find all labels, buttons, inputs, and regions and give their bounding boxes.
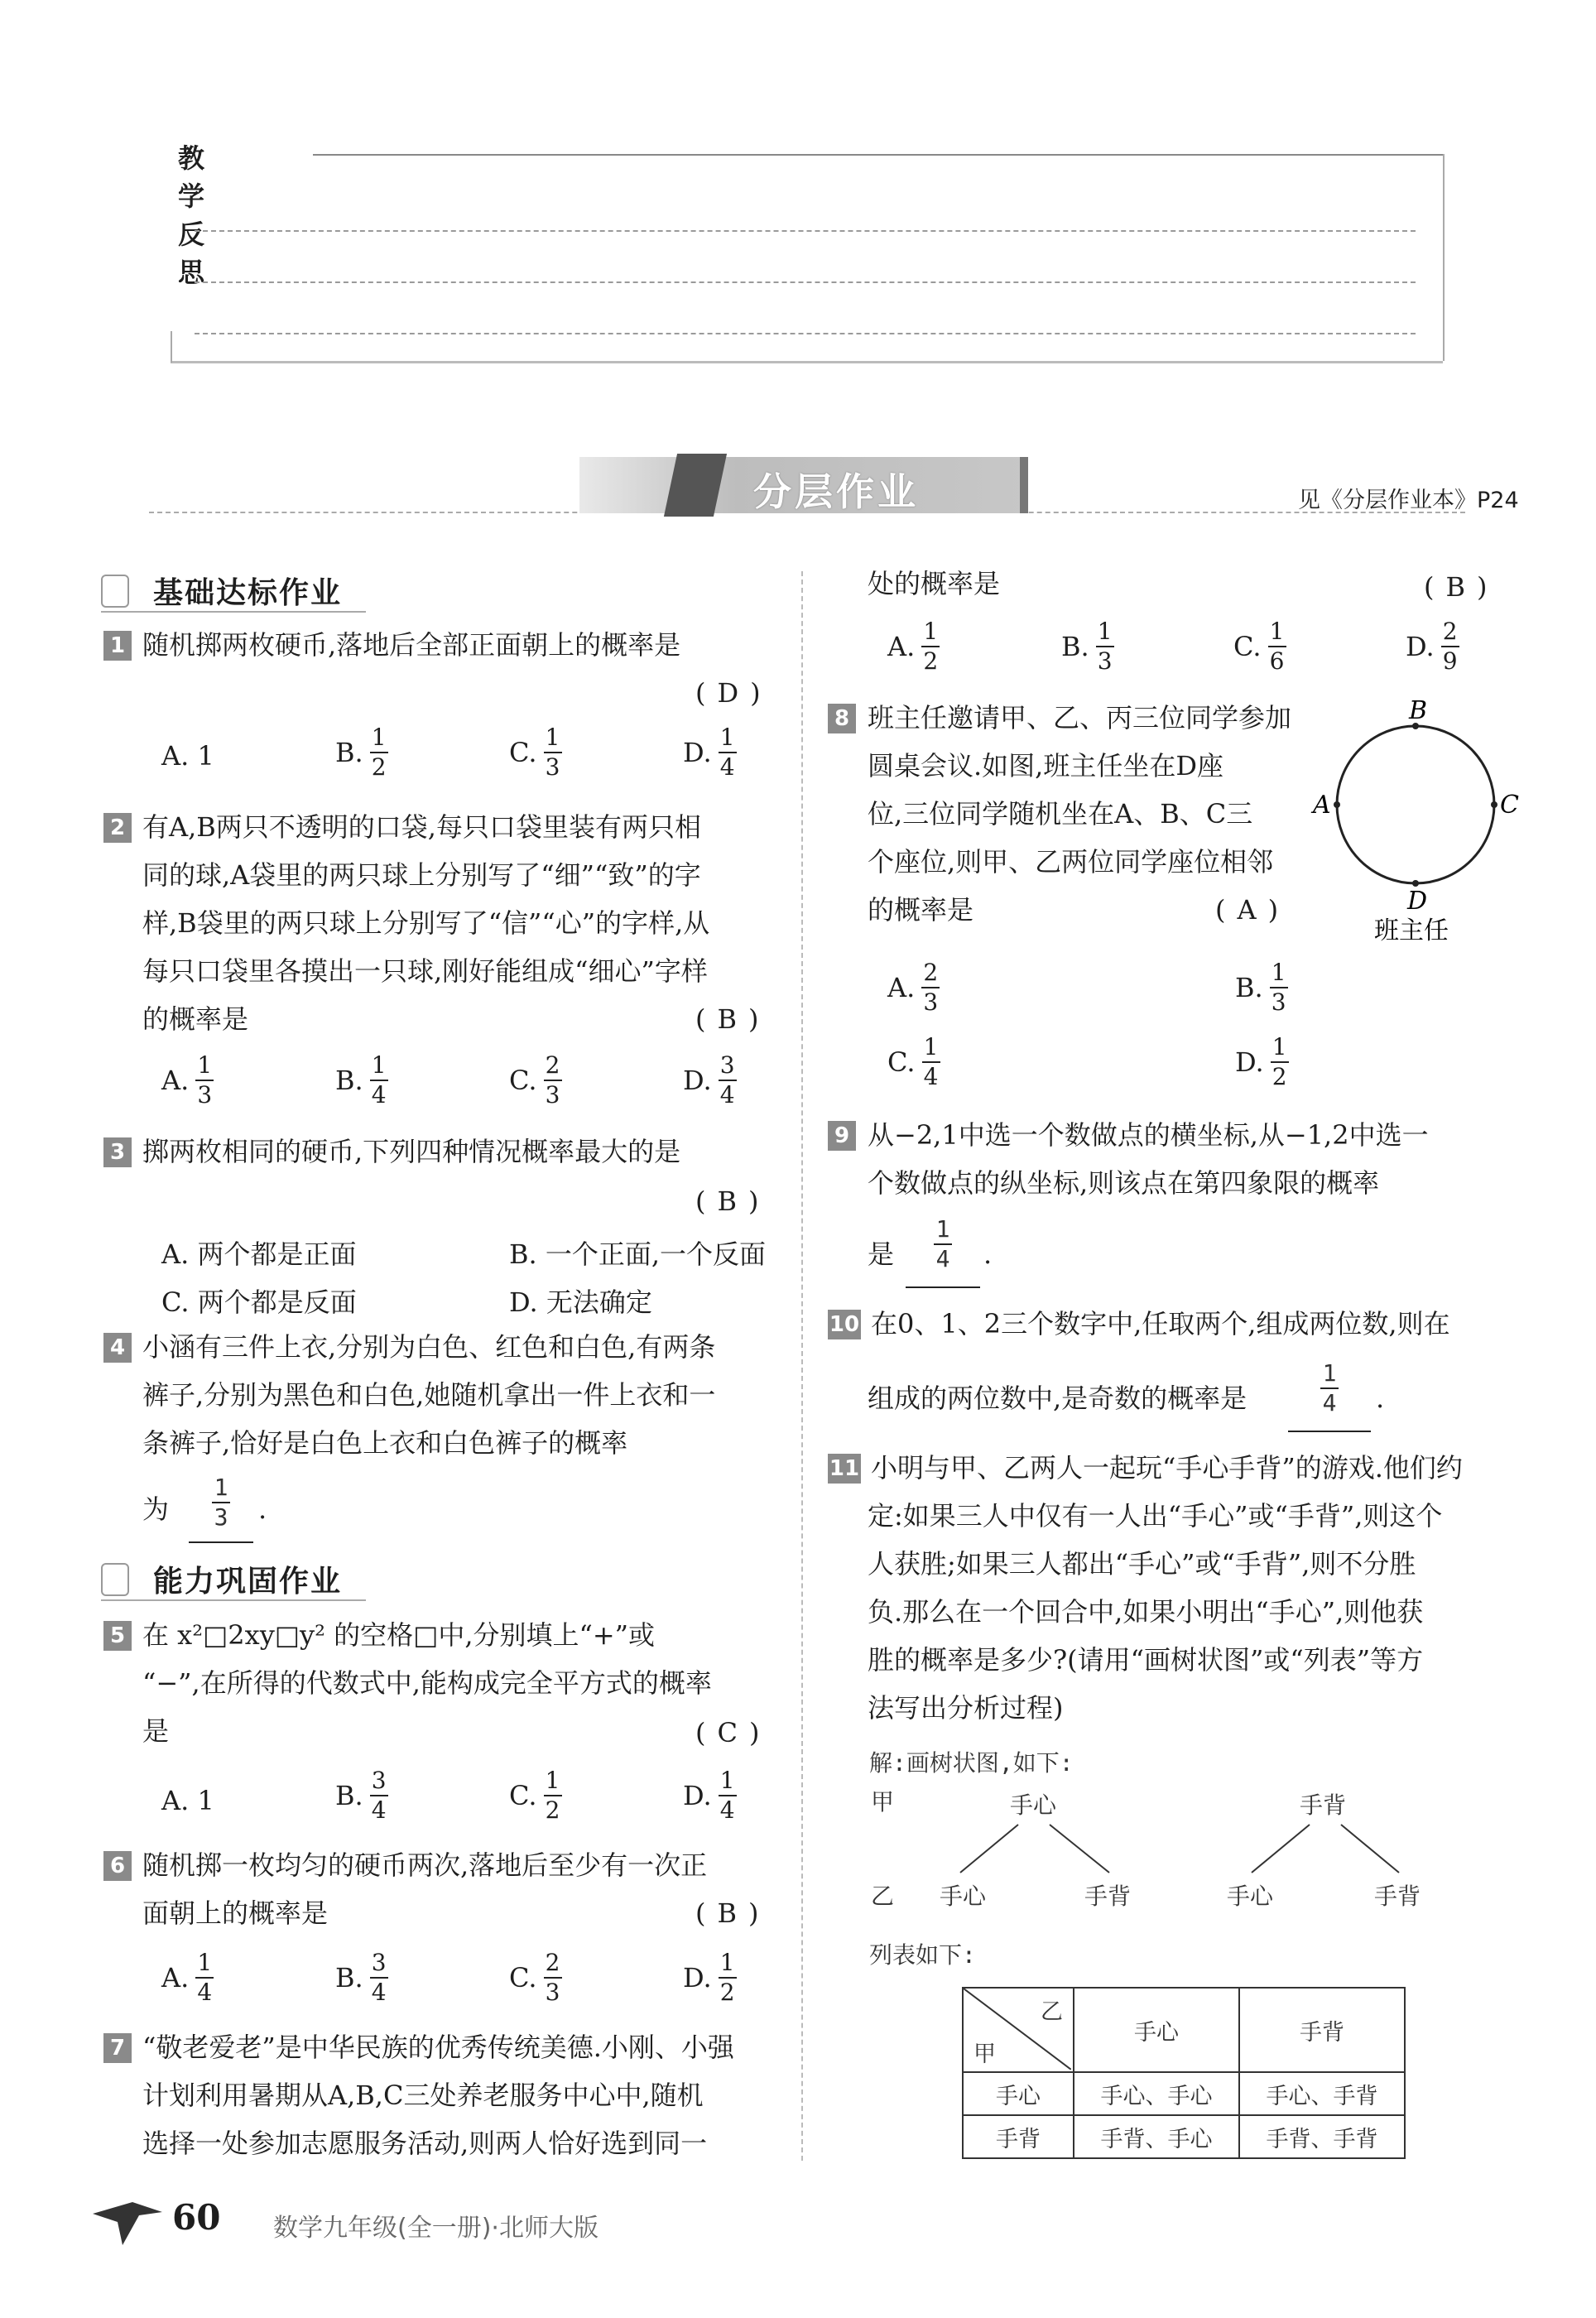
q3-text: 掷两枚相同的硬币,下列四种情况概率最大的是 <box>142 1136 681 1167</box>
table-cell: 手心、手背 <box>1239 2072 1405 2115</box>
q7-option-c[interactable]: C. $\frac{1}{6}$ <box>1233 619 1286 674</box>
tree-root-shouxin: 手心 <box>1010 1791 1057 1819</box>
q2-line: 的概率是 <box>142 1003 249 1035</box>
q11-line: 小明与甲、乙两人一起玩“手心手背”的游戏.他们约 <box>871 1452 1463 1484</box>
page-number: 60 <box>172 2197 221 2238</box>
seat-c-dot <box>1491 801 1497 808</box>
q11-line: 人获胜;如果三人都出“手心”或“手背”,则不分胜 <box>868 1548 1416 1580</box>
q4-suffix: . <box>258 1493 267 1525</box>
table-circle <box>1337 726 1494 883</box>
q3-option-b[interactable]: B. 一个正面,一个反面 <box>509 1238 767 1270</box>
q6-option-c[interactable]: C. $\frac{2}{3}$ <box>509 1950 562 2005</box>
q7-answer: (B) <box>1424 571 1499 603</box>
q11-line: 法写出分析过程) <box>868 1692 1064 1724</box>
question-number: 9 <box>828 1121 856 1151</box>
q10-suffix: . <box>1376 1383 1385 1414</box>
q1-option-a[interactable]: A. 1 <box>161 740 214 772</box>
q6-option-a[interactable]: A. $\frac{1}{4}$ <box>161 1950 214 2005</box>
q5-line: 在 x²□2xy□y² 的空格□中,分别填上“+”或 <box>142 1619 656 1651</box>
q5-option-d[interactable]: D. $\frac{1}{4}$ <box>683 1768 737 1823</box>
divider <box>171 331 172 363</box>
tree-leaf: 手背 <box>1374 1883 1421 1910</box>
q5-answer: (C) <box>695 1717 772 1748</box>
teacher-caption: 班主任 <box>1374 916 1449 945</box>
q4-line: 裤子,分别为黑色和白色,她随机拿出一件上衣和一 <box>142 1379 716 1411</box>
q5-line: “−”,在所得的代数式中,能构成完全平方式的概率 <box>142 1667 712 1699</box>
question-number: 4 <box>103 1333 132 1363</box>
divider <box>171 361 1443 363</box>
q8-line: 位,三位同学随机坐在A、B、C三 <box>868 798 1253 830</box>
section-icon <box>101 1563 129 1596</box>
q3-option-a[interactable]: A. 两个都是正面 <box>161 1238 357 1270</box>
divider <box>1443 154 1445 361</box>
q2-line: 样,B袋里的两只球上分别写了“信”“心”的字样,从 <box>142 907 710 939</box>
tree-leaf: 手心 <box>940 1883 987 1910</box>
tree-leaf: 手心 <box>1227 1883 1274 1910</box>
q5-option-b[interactable]: B. $\frac{3}{4}$ <box>335 1768 388 1823</box>
q3-option-c[interactable]: C. 两个都是反面 <box>161 1286 357 1318</box>
q8-line: 圆桌会议.如图,班主任坐在D座 <box>868 750 1224 781</box>
seat-b-label: B <box>1409 697 1428 725</box>
bird-logo-icon <box>89 2197 164 2250</box>
question-number: 7 <box>103 2033 132 2063</box>
q2-line: 每只口袋里各摸出一只球,刚好能组成“细心”字样 <box>142 955 708 987</box>
question-number: 8 <box>828 704 856 733</box>
q4-line: 小涵有三件上衣,分别为白色、红色和白色,有两条 <box>142 1331 716 1363</box>
writing-line <box>195 281 1416 283</box>
q8-line: 班主任邀请甲、乙、丙三位同学参加 <box>868 702 1292 733</box>
q11-line: 胜的概率是多少?(请用“画树状图”或“列表”等方 <box>868 1644 1424 1676</box>
table-row-header: 手心 <box>963 2072 1074 2115</box>
q7-option-a[interactable]: A. $\frac{1}{2}$ <box>887 619 940 674</box>
q9-suffix: . <box>983 1238 993 1270</box>
q2-option-d[interactable]: D. $\frac{3}{4}$ <box>683 1053 737 1108</box>
corner-jia: 甲 <box>973 2041 996 2067</box>
q1-option-d[interactable]: D. $\frac{1}{4}$ <box>683 725 737 780</box>
q7-line: 计划利用暑期从A,B,C三处养老服务中心中,随机 <box>142 2080 704 2111</box>
tree-branch <box>960 1825 1018 1873</box>
q1-option-c[interactable]: C. $\frac{1}{3}$ <box>509 725 562 780</box>
table-row <box>963 2072 1405 2115</box>
q1-text: 随机掷两枚硬币,落地后全部正面朝上的概率是 <box>142 629 681 661</box>
question-number: 3 <box>103 1137 132 1167</box>
q8-answer: (A) <box>1215 894 1291 926</box>
q7-line: “敬老爱老”是中华民族的优秀传统美德.小刚、小强 <box>142 2032 734 2063</box>
q5-option-a[interactable]: A. 1 <box>161 1785 214 1816</box>
seat-c-label: C <box>1500 791 1519 820</box>
outcome-table <box>962 1987 1406 2159</box>
seat-d-label: D <box>1407 887 1428 916</box>
corner-yi: 乙 <box>1041 1999 1063 2025</box>
seat-a-label: A <box>1313 791 1331 820</box>
table-cell: 手心、手心 <box>1074 2072 1239 2115</box>
q2-option-c[interactable]: C. $\frac{2}{3}$ <box>509 1053 562 1108</box>
table-row-header: 手背 <box>963 2115 1074 2158</box>
tree-level-yi: 乙 <box>871 1883 895 1910</box>
question-number: 1 <box>103 631 132 661</box>
q7-option-d[interactable]: D. $\frac{2}{9}$ <box>1406 619 1459 674</box>
question-number: 6 <box>103 1851 132 1881</box>
table-cell: 手背、手背 <box>1239 2115 1405 2158</box>
q9-line: 个数做点的纵坐标,则该点在第四象限的概率 <box>868 1167 1380 1199</box>
q10-line: 在0、1、2三个数字中,任取两个,组成两位数,则在 <box>871 1308 1450 1339</box>
divider <box>101 611 366 613</box>
q6-line: 面朝上的概率是 <box>142 1897 329 1929</box>
table-col-header: 手背 <box>1239 1988 1405 2072</box>
q6-line: 随机掷一枚均匀的硬币两次,落地后至少有一次正 <box>142 1849 708 1881</box>
q11-table-intro: 列表如下: <box>869 1941 976 1969</box>
q4-prefix: 为 <box>142 1493 170 1525</box>
tree-branch <box>1050 1825 1109 1873</box>
section-title-ability: 能力巩固作业 <box>153 1565 343 1599</box>
divider <box>313 154 1443 156</box>
q11-solution-intro: 解:画树状图,如下: <box>869 1749 1074 1777</box>
banner-accent <box>1020 457 1028 513</box>
q1-answer: (D) <box>695 677 772 709</box>
reference-note: 见《分层作业本》P24 <box>1298 488 1519 513</box>
q7-option-b[interactable]: B. $\frac{1}{3}$ <box>1061 619 1114 674</box>
writing-line <box>195 333 1416 334</box>
q10-answer-blank[interactable]: $\frac{1}{4}$ <box>1288 1361 1371 1432</box>
q1-option-b[interactable]: B. $\frac{1}{2}$ <box>335 725 388 780</box>
q8-line: 的概率是 <box>868 894 974 926</box>
table-corner <box>963 1988 1074 2072</box>
q2-option-b[interactable]: B. $\frac{1}{4}$ <box>335 1053 388 1108</box>
q9-answer-blank[interactable]: $\frac{1}{4}$ <box>906 1217 980 1288</box>
tree-branch <box>1252 1825 1310 1873</box>
divider <box>101 1599 366 1601</box>
q2-line: 同的球,A袋里的两只球上分别写了“细”“致”的字 <box>142 859 701 891</box>
tree-leaf: 手背 <box>1084 1883 1132 1910</box>
q5-option-c[interactable]: C. $\frac{1}{2}$ <box>509 1768 562 1823</box>
q8-line: 个座位,则甲、乙两位同学座位相邻 <box>868 846 1274 878</box>
tree-root-shoubei: 手背 <box>1300 1791 1347 1819</box>
table-row <box>963 2115 1405 2158</box>
writing-line <box>195 230 1416 232</box>
q3-option-d[interactable]: D. 无法确定 <box>509 1286 652 1318</box>
q11-line: 负.那么在一个回合中,如果小明出“手心”,则他获 <box>868 1596 1424 1628</box>
q11-line: 定:如果三人中仅有一人出“手心”或“手背”,则这个 <box>868 1500 1443 1532</box>
q9-prefix: 是 <box>868 1238 895 1270</box>
section-icon <box>101 575 129 608</box>
tree-diagram <box>861 1780 1457 1921</box>
table-col-header: 手心 <box>1074 1988 1239 2072</box>
q10-prefix: 组成的两位数中,是奇数的概率是 <box>868 1383 1247 1414</box>
q2-option-a[interactable]: A. $\frac{1}{3}$ <box>161 1053 214 1108</box>
q8-option-a[interactable]: A. $\frac{2}{3}$ <box>887 960 940 1015</box>
question-number: 2 <box>103 813 132 843</box>
round-table-figure <box>1308 697 1523 945</box>
question-number: 11 <box>828 1454 861 1484</box>
q4-line: 条裤子,恰好是白色上衣和白色裤子的概率 <box>142 1427 628 1459</box>
q6-option-d[interactable]: D. $\frac{1}{2}$ <box>683 1950 737 2005</box>
q3-answer: (B) <box>695 1185 771 1217</box>
banner-title: 分层作业 <box>753 469 919 514</box>
q6-option-b[interactable]: B. $\frac{3}{4}$ <box>335 1950 388 2005</box>
q8-option-c[interactable]: C. $\frac{1}{4}$ <box>887 1035 940 1089</box>
q2-answer: (B) <box>695 1003 771 1035</box>
book-title: 数学九年级(全一册)·北师大版 <box>273 2214 598 2243</box>
tree-branch <box>1341 1825 1399 1873</box>
q7-line: 选择一处参加志愿服务活动,则两人恰好选到同一 <box>142 2128 708 2159</box>
question-number: 10 <box>828 1310 861 1339</box>
q2-line: 有A,B两只不透明的口袋,每只口袋里装有两只相 <box>142 811 701 843</box>
q6-answer: (B) <box>695 1897 771 1929</box>
seat-a-dot <box>1334 801 1340 808</box>
q5-line: 是 <box>142 1715 170 1747</box>
section-title-basic: 基础达标作业 <box>153 576 343 610</box>
q8-option-d[interactable]: D. $\frac{1}{2}$ <box>1235 1035 1289 1089</box>
question-number: 5 <box>103 1621 132 1651</box>
tree-level-jia: 甲 <box>871 1788 895 1815</box>
reflection-title: 教学反思 <box>178 142 210 288</box>
q4-answer-blank[interactable]: $\frac{1}{3}$ <box>189 1475 253 1543</box>
column-divider <box>801 571 803 2161</box>
q7-line: 处的概率是 <box>868 568 1001 599</box>
q8-option-b[interactable]: B. $\frac{1}{3}$ <box>1235 960 1288 1015</box>
table-cell: 手背、手心 <box>1074 2115 1239 2158</box>
q9-line: 从−2,1中选一个数做点的横坐标,从−1,2中选一 <box>868 1119 1429 1151</box>
seat-d-dot <box>1412 880 1419 887</box>
